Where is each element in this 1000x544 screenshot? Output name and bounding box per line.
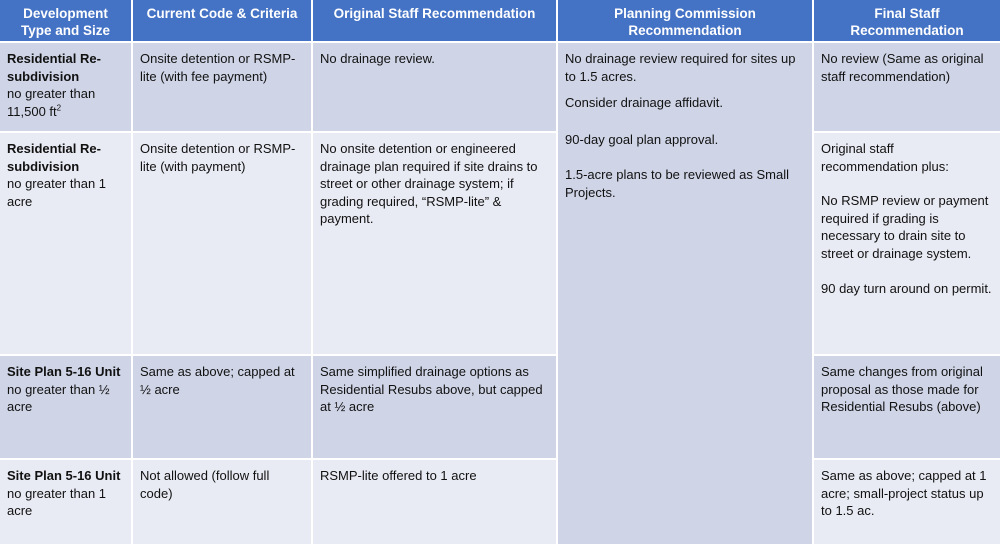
table-row	[0, 459, 1000, 544]
current-code-cell: Onsite detention or RSMP-lite (with payment)	[132, 132, 312, 355]
development-type-size: no greater than ½ acre	[7, 381, 110, 415]
pc-item: 1.5-acre plans to be reviewed as Small Projects.	[565, 167, 790, 200]
table-row	[0, 355, 1000, 459]
final-paragraph: 90 day turn around on permit.	[821, 280, 992, 296]
final-staff-cell: No review (Same as original staff recommendation)	[813, 42, 1000, 132]
development-type-name: Residential Re-subdivision	[7, 51, 101, 84]
superscript: 2	[56, 103, 62, 113]
current-code-cell: Not allowed (follow full code)	[132, 459, 312, 544]
original-staff-cell: RSMP-lite offered to 1 acre	[312, 459, 557, 544]
development-type-cell	[0, 42, 132, 132]
original-staff-cell: No onsite detention or engineered drainage plan required if site drains to street or other drainage system; if grading required, “RSMP-lite” & payment.	[312, 132, 557, 355]
header-current-code: Current Code & Criteria	[132, 0, 312, 42]
final-staff-cell	[813, 459, 1000, 544]
original-staff-cell: No drainage review.	[312, 42, 557, 132]
planning-commission-cell	[557, 42, 813, 544]
header-planning-commission: Planning Commission Recommendation	[557, 0, 813, 42]
final-staff-cell: Same changes from original proposal as those made for Residential Resubs (above)	[813, 355, 1000, 459]
final-paragraph: Original staff recommendation plus:	[821, 141, 949, 174]
header-original-staff: Original Staff Recommendation	[312, 0, 557, 42]
development-type-cell	[0, 459, 132, 544]
development-type-name: Residential Re-subdivision	[7, 141, 101, 174]
table-row	[0, 132, 1000, 355]
original-staff-cell: Same simplified drainage options as Residential Resubs above, but capped at ½ acre	[312, 355, 557, 459]
final-paragraph: No RSMP review or payment required if grading is necessary to drain site to street or drainage system.	[821, 193, 989, 261]
pc-item: Consider drainage affidavit.	[565, 95, 724, 111]
development-type-name: Site Plan 5-16 Unit	[7, 364, 121, 379]
development-type-cell	[0, 132, 132, 355]
pc-item: No drainage review required for sites up to 1.5 acres.	[565, 51, 796, 84]
development-type-size: no greater than 1 acre	[7, 485, 107, 519]
final-line: to 1.5 ac.	[821, 503, 875, 519]
development-type-name: Site Plan 5-16 Unit	[7, 468, 121, 483]
table-row	[0, 42, 1000, 132]
header-final-staff: Final Staff Recommendation	[813, 0, 1000, 42]
pc-item: 90-day goal plan approval.	[565, 131, 719, 147]
development-type-size: no greater than 11,500 $ft^2$	[7, 86, 96, 119]
final-line: Same as above; capped at 1 acre; small-project status up	[821, 468, 987, 501]
development-type-cell	[0, 355, 132, 459]
header-row	[0, 0, 1000, 42]
current-code-cell: Same as above; capped at ½ acre	[132, 355, 312, 459]
final-staff-cell	[813, 132, 1000, 355]
header-development-type: Development Type and Size	[0, 0, 132, 42]
development-type-size: no greater than 1 acre	[7, 176, 107, 209]
current-code-cell: Onsite detention or RSMP-lite (with fee payment)	[132, 42, 312, 132]
